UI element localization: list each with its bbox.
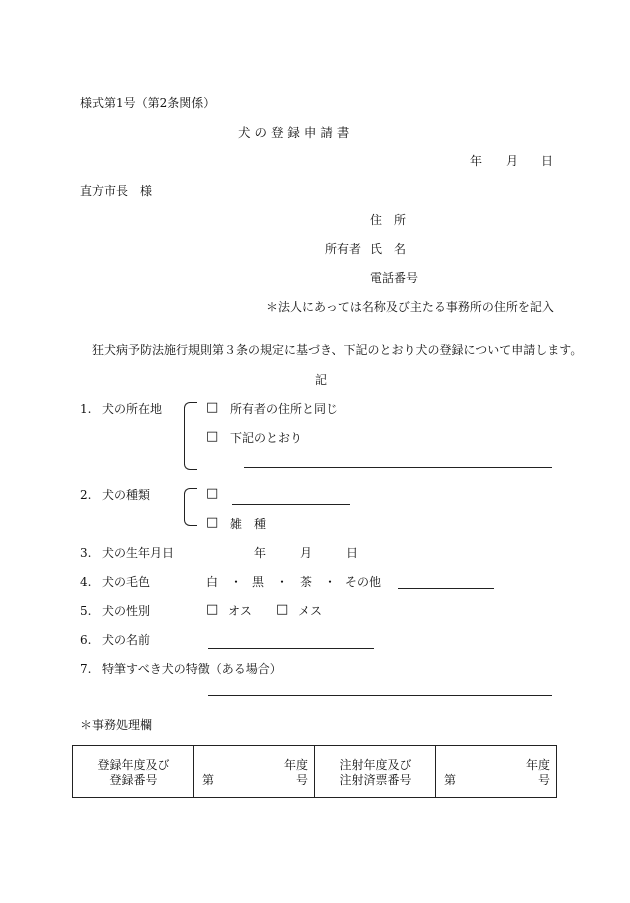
address-label: 住 所 bbox=[370, 213, 407, 227]
option-below: 下記のとおり bbox=[230, 431, 303, 445]
form-number: 様式第1号（第2条関係） bbox=[80, 96, 216, 110]
separator-dot: ・ bbox=[324, 575, 337, 589]
ki-heading: 記 bbox=[315, 373, 328, 387]
injection-label-line1: 注射年度及び bbox=[339, 758, 412, 772]
item-number: 6. bbox=[80, 633, 92, 647]
checkbox-breed-name[interactable]: □ bbox=[206, 486, 219, 501]
owner-label: 所有者 bbox=[325, 242, 362, 256]
checkbox-female[interactable]: □ bbox=[276, 602, 289, 617]
date-month-label: 月 bbox=[506, 154, 519, 168]
injection-value-cell[interactable] bbox=[436, 746, 556, 797]
dog-name-input-line[interactable] bbox=[208, 648, 374, 649]
item-number: 3. bbox=[80, 546, 92, 560]
date-year-label: 年 bbox=[470, 154, 483, 168]
registration-value-cell[interactable] bbox=[194, 746, 315, 797]
item-label: 犬の名前 bbox=[102, 633, 151, 647]
birth-month-label: 月 bbox=[300, 546, 313, 560]
features-input-line[interactable] bbox=[208, 695, 552, 696]
item-label: 犬の生年月日 bbox=[102, 546, 175, 560]
color-other-input-line[interactable] bbox=[398, 588, 494, 589]
color-white[interactable]: 白 bbox=[206, 575, 219, 589]
addressee: 直方市長 様 bbox=[80, 184, 153, 198]
item-number: 2. bbox=[80, 488, 92, 502]
injection-dai-label: 第 bbox=[444, 773, 457, 787]
item-label: 犬の性別 bbox=[102, 604, 151, 618]
item-label: 犬の種類 bbox=[102, 488, 151, 502]
item-number: 5. bbox=[80, 604, 92, 618]
injection-go-label: 号 bbox=[537, 773, 550, 787]
location-input-line[interactable] bbox=[244, 467, 552, 468]
color-brown[interactable]: 茶 bbox=[300, 575, 313, 589]
separator-dot: ・ bbox=[276, 575, 289, 589]
checkbox-male[interactable]: □ bbox=[206, 602, 219, 617]
item-label: 犬の毛色 bbox=[102, 575, 151, 589]
checkbox-mixed[interactable]: □ bbox=[206, 515, 219, 530]
statement: 狂犬病予防法施行規則第３条の規定に基づき、下記のとおり犬の登録について申請します。 bbox=[92, 343, 583, 357]
item-number: 4. bbox=[80, 575, 92, 589]
registration-label-line1: 登録年度及び bbox=[97, 758, 170, 772]
item-label: 特筆すべき犬の特徴（ある場合） bbox=[102, 662, 282, 676]
brace-bracket bbox=[184, 402, 197, 470]
birth-year-label: 年 bbox=[254, 546, 267, 560]
registration-year-label: 年度 bbox=[283, 758, 308, 772]
breed-input-line[interactable] bbox=[232, 504, 350, 505]
injection-label-line2: 注射済票番号 bbox=[339, 773, 412, 787]
checkbox-below[interactable]: □ bbox=[206, 429, 219, 444]
form-title: 犬 の 登 録 申 請 書 bbox=[238, 125, 350, 140]
option-female: メス bbox=[298, 604, 323, 618]
corporation-note: ＊法人にあっては名称及び主たる事務所の住所を記入 bbox=[266, 300, 554, 314]
option-mixed: 雑 種 bbox=[230, 517, 267, 531]
separator-dot: ・ bbox=[230, 575, 243, 589]
color-black[interactable]: 黒 bbox=[252, 575, 265, 589]
phone-label: 電話番号 bbox=[370, 271, 419, 285]
office-use-title: ＊事務処理欄 bbox=[80, 718, 153, 732]
item-label: 犬の所在地 bbox=[102, 402, 163, 416]
injection-year-label: 年度 bbox=[525, 758, 550, 772]
color-other[interactable]: その他 bbox=[345, 575, 382, 589]
item-number: 1. bbox=[80, 402, 92, 416]
brace-bracket bbox=[184, 488, 197, 526]
name-label: 氏 名 bbox=[370, 242, 407, 256]
date-day-label: 日 bbox=[541, 154, 554, 168]
birth-day-label: 日 bbox=[346, 546, 359, 560]
office-use-table bbox=[72, 745, 557, 798]
registration-dai-label: 第 bbox=[202, 773, 215, 787]
option-male: オス bbox=[228, 604, 252, 618]
registration-label-cell bbox=[73, 746, 194, 797]
option-same-address: 所有者の住所と同じ bbox=[230, 402, 339, 416]
registration-label-line2: 登録番号 bbox=[109, 773, 158, 787]
injection-label-cell bbox=[315, 746, 436, 797]
item-number: 7. bbox=[80, 662, 92, 676]
checkbox-same-address[interactable]: □ bbox=[206, 400, 219, 415]
registration-go-label: 号 bbox=[295, 773, 308, 787]
